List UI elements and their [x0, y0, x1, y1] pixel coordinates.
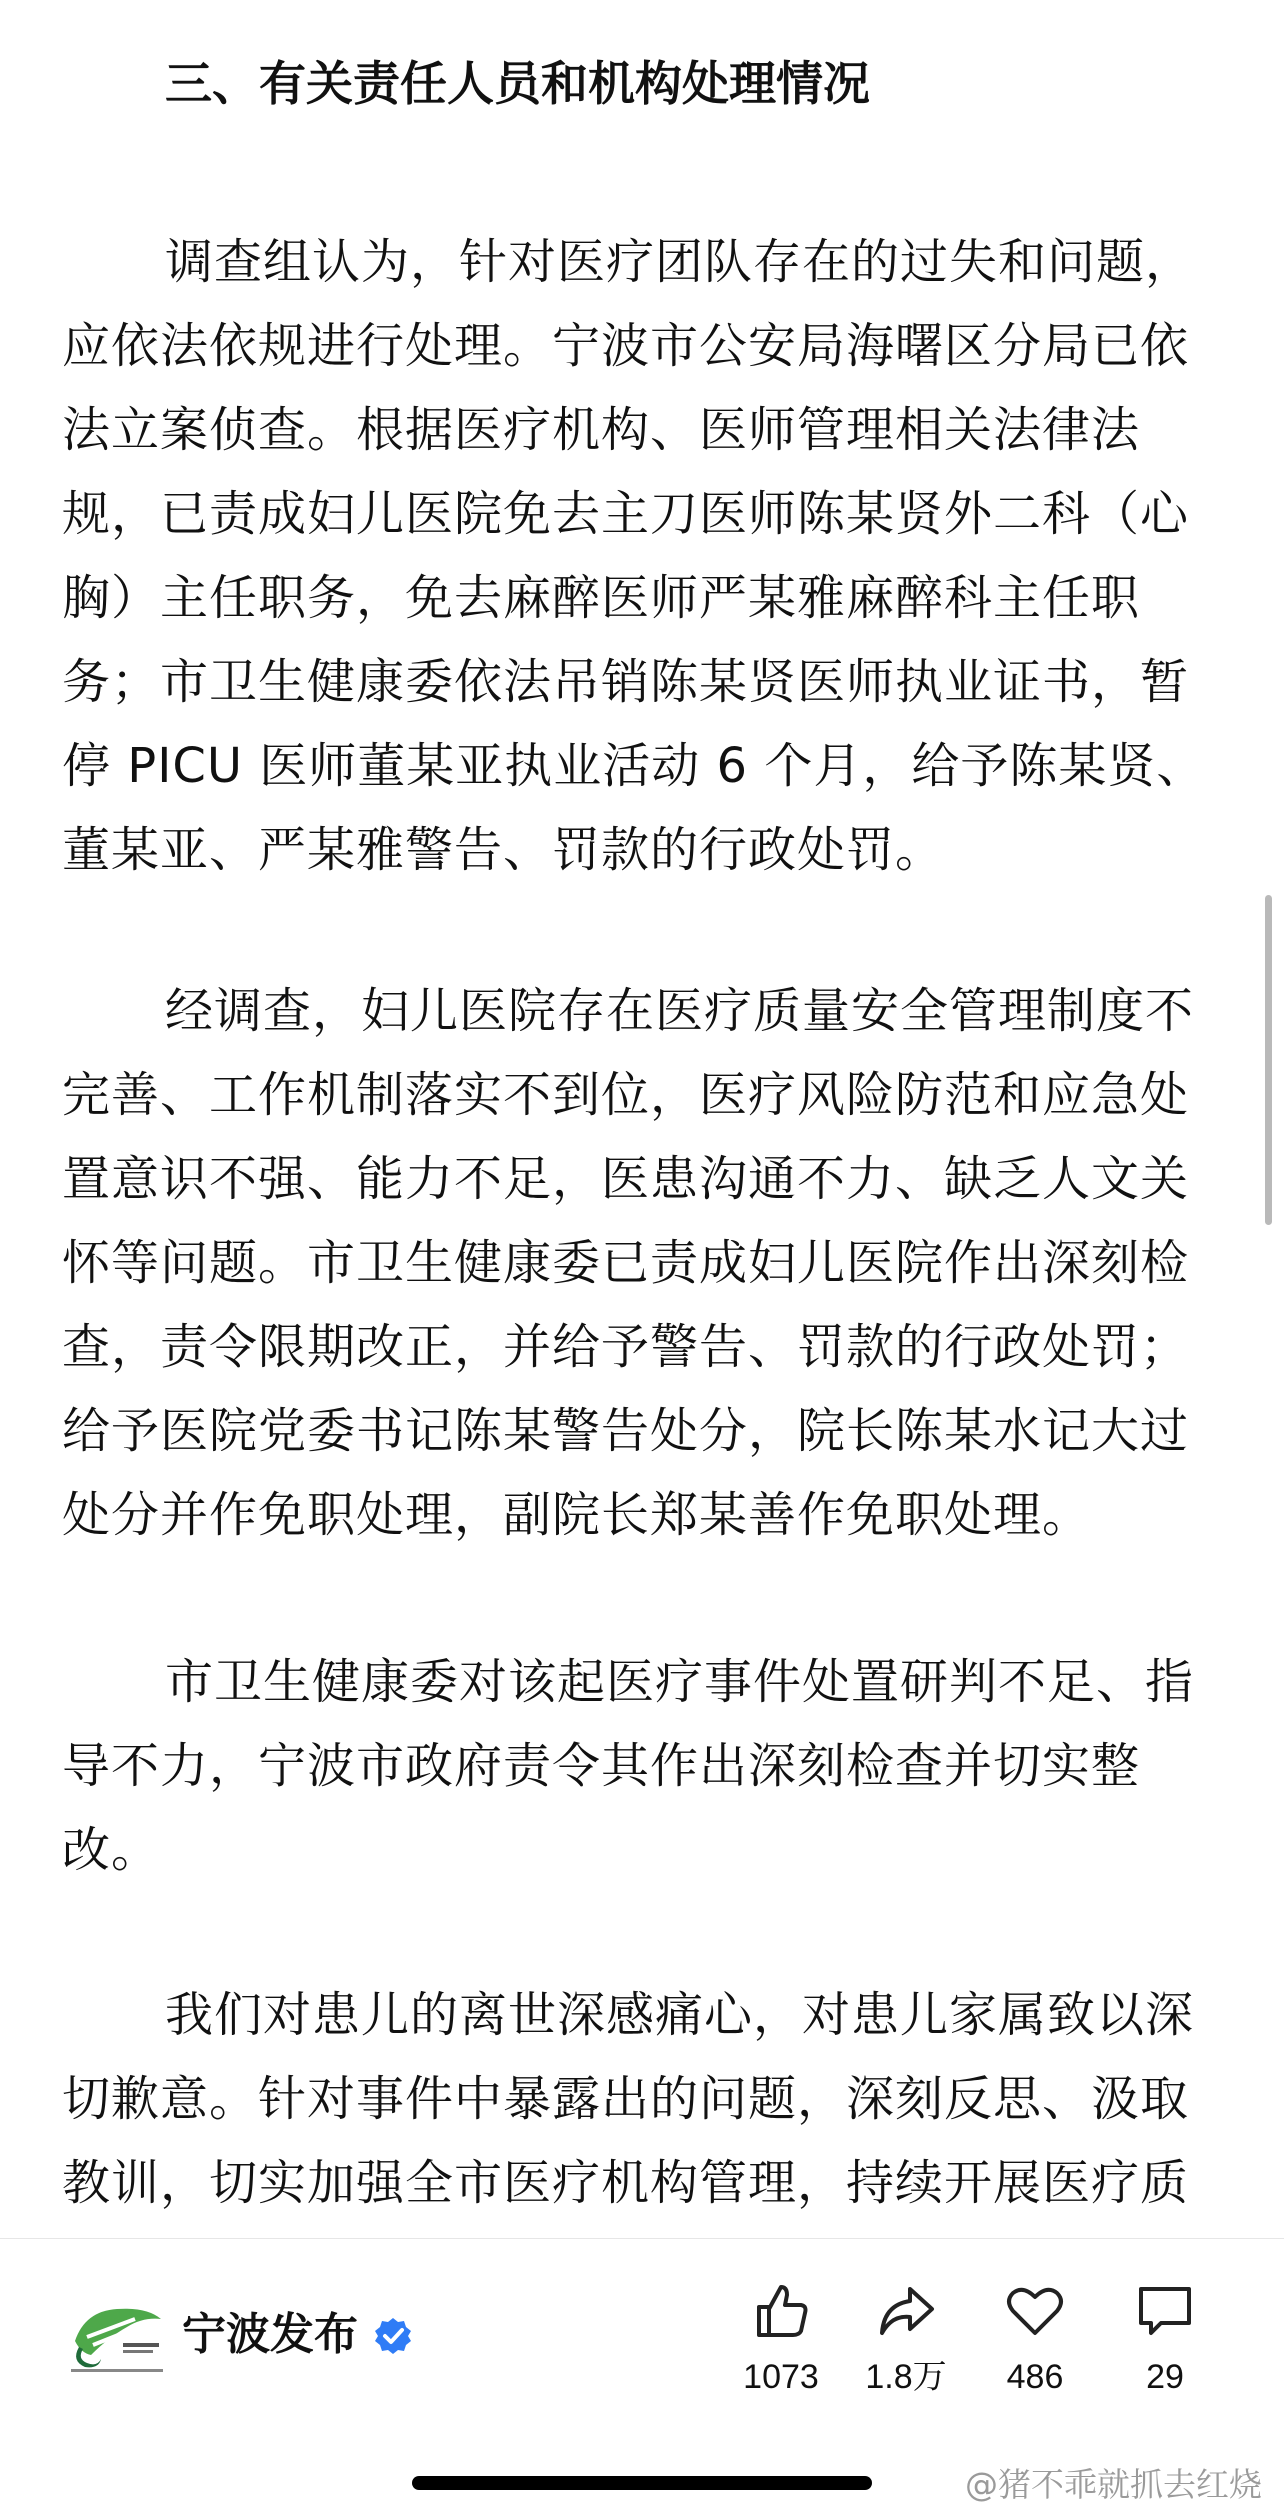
thumbs-up-icon [749, 2279, 813, 2343]
comment-count: 29 [1146, 2358, 1184, 2396]
favorite-count: 486 [1006, 2358, 1064, 2396]
paragraph-line: 规，已责成妇儿医院免去主刀医师陈某贤外二科（心 [62, 486, 1190, 542]
paragraph-line: 怀等问题。市卫生健康委已责成妇儿医院作出深刻检 [62, 1235, 1190, 1291]
paragraph-line: 胸）主任职务，免去麻醉医师严某雅麻醉科主任职 [62, 570, 1141, 626]
verified-badge-icon [373, 2316, 413, 2356]
comment-button[interactable] [1090, 2279, 1240, 2409]
heart-icon [1003, 2279, 1067, 2343]
share-count: 1.8万 [865, 2358, 947, 2396]
paragraph-line: 改。 [62, 1822, 161, 1878]
paragraph-line: 调查组认为，针对医疗团队存在的过失和问题， [165, 234, 1195, 290]
paragraph-line: 务；市卫生健康委依法吊销陈某贤医师执业证书，暂 [62, 654, 1190, 710]
paragraph-line: 置意识不强、能力不足，医患沟通不力、缺乏人文关 [62, 1151, 1190, 1207]
paragraph-line: 经调查，妇儿医院存在医疗质量安全管理制度不 [165, 983, 1195, 1039]
paragraph-line: 处分并作免职处理，副院长郑某善作免职处理。 [62, 1487, 1092, 1543]
account-logo-icon[interactable] [65, 2297, 175, 2379]
paragraph-line: 给予医院党委书记陈某警告处分，院长陈某水记大过 [62, 1403, 1190, 1459]
scrollbar[interactable] [1265, 895, 1272, 1225]
paragraph-line: 应依法依规进行处理。宁波市公安局海曙区分局已依 [62, 318, 1190, 374]
paragraph-line: 我们对患儿的离世深感痛心，对患儿家属致以深 [165, 1987, 1195, 2043]
watermark: @猪不乖就抓去红烧 [965, 2465, 1262, 2504]
share-button[interactable] [831, 2279, 981, 2409]
paragraph-line: 董某亚、严某雅警告、罚款的行政处罚。 [62, 822, 945, 878]
article-paragraph [62, 969, 1242, 1557]
paragraph-line: 导不力，宁波市政府责令其作出深刻检查并切实整 [62, 1738, 1141, 1794]
like-count: 1073 [743, 2358, 819, 2396]
paragraph-line: 切歉意。针对事件中暴露出的问题，深刻反思、汲取 [62, 2071, 1190, 2127]
account-name[interactable]: 宁波发布 [182, 2309, 358, 2360]
paragraph-line: 法立案侦查。根据医疗机构、医师管理相关法律法 [62, 402, 1141, 458]
paragraph-line: 停 PICU 医师董某亚执业活动 6 个月，给予陈某贤、 [62, 738, 1206, 794]
paragraph-line: 完善、工作机制落实不到位，医疗风险防范和应急处 [62, 1067, 1190, 1123]
share-arrow-icon [874, 2279, 938, 2343]
paragraph-line: 查，责令限期改正，并给予警告、罚款的行政处罚； [62, 1319, 1190, 1375]
home-indicator[interactable] [412, 2476, 872, 2490]
comment-icon [1133, 2279, 1197, 2343]
paragraph-line: 教训，切实加强全市医疗机构管理，持续开展医疗质 [62, 2155, 1190, 2211]
article-paragraph [62, 1973, 1242, 2225]
bottom-action-bar [0, 2238, 1284, 2511]
article-paragraph [62, 220, 1242, 892]
paragraph-line: 市卫生健康委对该起医疗事件处置研判不足、指 [165, 1654, 1195, 1710]
favorite-button[interactable] [960, 2279, 1110, 2409]
section-heading: 三、有关责任人员和机构处理情况 [165, 57, 870, 112]
article-paragraph [62, 1640, 1242, 1892]
